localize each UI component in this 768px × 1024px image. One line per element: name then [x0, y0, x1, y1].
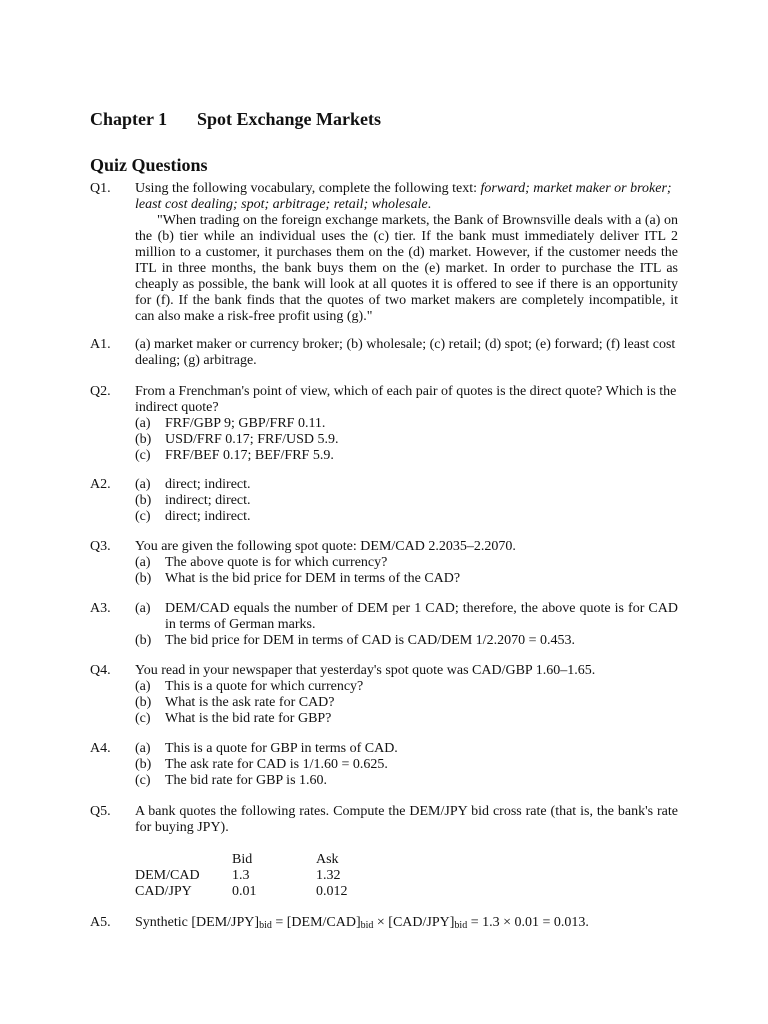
item-text: direct; indirect.: [165, 509, 251, 524]
list-item: [135, 448, 678, 464]
item-text: FRF/BEF 0.17; BEF/FRF 5.9.: [165, 448, 334, 463]
formula-part: = [DEM/CAD]: [271, 915, 361, 930]
item-letter: (c): [135, 773, 151, 788]
item-letter: (a): [135, 601, 151, 616]
vocab-list: forward; market maker or broker; least cost dealing; spot; arbitrage; retail; wholesale: [135, 181, 672, 212]
table-row: [135, 884, 348, 900]
item-text: indirect; direct.: [165, 493, 251, 508]
list-item: [135, 695, 678, 711]
item-letter: (a): [135, 679, 151, 694]
list-item: [135, 555, 678, 571]
question-body: [135, 181, 678, 325]
chapter-number: Chapter 1: [90, 109, 168, 129]
question-body: [135, 539, 678, 587]
list-item: [135, 477, 678, 493]
answer-label: A3.: [90, 601, 111, 616]
list-item: [135, 757, 678, 773]
list-item: [135, 432, 678, 448]
item-text: direct; indirect.: [165, 477, 251, 492]
table-cell: DEM/CAD: [135, 868, 200, 883]
question-label: Q4.: [90, 663, 111, 678]
question-text: You are given the following spot quote: DEM/CAD 2.2035–2.2070.: [135, 539, 516, 554]
list-item: [135, 711, 678, 727]
intro-text: Using the following vocabulary, complete the following text:: [135, 181, 478, 196]
question-text: A bank quotes the following rates. Compute the DEM/JPY bid cross rate (that is, the bank's rate for buying JPY).: [135, 804, 678, 835]
answer-4: [90, 741, 678, 789]
answer-formula: [135, 915, 678, 931]
formula-part: = 1.3 × 0.01 = 0.013.: [467, 915, 589, 930]
formula-part: × [CAD/JPY]: [373, 915, 455, 930]
item-text: This is a quote for GBP in terms of CAD.: [165, 741, 398, 756]
item-letter: (a): [135, 741, 151, 756]
list-item: [135, 416, 678, 432]
formula-subscript: bid: [259, 920, 272, 931]
item-text: What is the ask rate for CAD?: [165, 695, 335, 710]
answer-label: A5.: [90, 915, 111, 930]
item-text: The bid price for DEM in terms of CAD is CAD/DEM 1/2.2070 = 0.453.: [165, 633, 575, 648]
question-1: [90, 181, 678, 325]
table-header-row: [135, 852, 348, 868]
question-body: [135, 384, 678, 464]
question-3: [90, 539, 678, 587]
answer-label: A4.: [90, 741, 111, 756]
question-5: [90, 804, 678, 900]
chapter-heading: [90, 111, 381, 127]
item-text: DEM/CAD equals the number of DEM per 1 CAD; therefore, the above quote is for CAD in terms of German marks.: [165, 601, 678, 632]
item-text: The bid rate for GBP is 1.60.: [165, 773, 328, 788]
question-4: [90, 663, 678, 727]
question-text: You read in your newspaper that yesterday's spot quote was CAD/GBP 1.60–1.65.: [135, 663, 596, 678]
item-letter: (b): [135, 571, 152, 586]
rates-table: [135, 852, 348, 900]
question-passage: "When trading on the foreign exchange markets, the Bank of Brownsville deals with a (a) on the (b) tier while an individual uses the (c) tier. If the bank must immediately deliver ITL 2 million to a customer, it purchases them on the (d) market. However, if the customer needs the ITL in three months, the bank buys them on the (e) market. In order to purchase the ITL as cheaply as possible, the bank will look at all quotes it is offered to see if there is an opportunity for (f). If the bank finds that the quotes of two market makers are completely incompatible, it can also make a risk-free profit using (g).": [135, 213, 678, 324]
question-label: Q2.: [90, 384, 111, 399]
question-label: Q5.: [90, 804, 111, 819]
item-letter: (b): [135, 493, 152, 508]
table-cell: CAD/JPY: [135, 884, 192, 899]
list-item: [135, 633, 678, 649]
list-item: [135, 601, 678, 633]
item-letter: (c): [135, 448, 151, 463]
item-letter: (b): [135, 633, 152, 648]
answer-body: [135, 741, 678, 789]
table-cell: 1.3: [232, 868, 250, 883]
item-letter: (b): [135, 757, 152, 772]
item-letter: (a): [135, 477, 151, 492]
answer-body: [135, 601, 678, 649]
item-text: What is the bid price for DEM in terms of the CAD?: [165, 571, 461, 586]
table-row: [135, 868, 348, 884]
question-2: [90, 384, 678, 464]
answer-3: [90, 601, 678, 649]
formula-subscript: bid: [454, 920, 468, 931]
item-letter: (b): [135, 695, 152, 710]
item-letter: (b): [135, 432, 152, 447]
list-item: [135, 571, 678, 587]
formula-part: Synthetic [DEM/JPY]: [135, 915, 260, 930]
question-text: From a Frenchman's point of view, which of each pair of quotes is the direct quote? Which is the indirect quote?: [135, 384, 677, 415]
answer-1: [90, 337, 678, 369]
question-intro: [135, 181, 678, 213]
list-item: [135, 509, 678, 525]
table-header: [135, 852, 232, 868]
answer-body: [135, 477, 678, 525]
list-item: [135, 773, 678, 789]
list-item: [135, 741, 678, 757]
item-text: USD/FRF 0.17; FRF/USD 5.9.: [165, 432, 339, 447]
item-text: The above quote is for which currency?: [165, 555, 388, 570]
question-label: Q3.: [90, 539, 111, 554]
list-item: [135, 493, 678, 509]
item-text: FRF/GBP 9; GBP/FRF 0.11.: [165, 416, 326, 431]
table-cell: 0.012: [316, 884, 348, 899]
table-cell: 1.32: [316, 868, 341, 883]
item-letter: (c): [135, 509, 151, 524]
section-title: Quiz Questions: [90, 155, 208, 175]
chapter-title: Spot Exchange Markets: [197, 109, 381, 129]
item-text: The ask rate for CAD is 1/1.60 = 0.625.: [165, 757, 388, 772]
list-item: [135, 679, 678, 695]
vocab-end: .: [427, 197, 432, 212]
item-text: This is a quote for which currency?: [165, 679, 364, 694]
item-text: What is the bid rate for GBP?: [165, 711, 332, 726]
question-label: Q1.: [90, 181, 111, 196]
answer-text: (a) market maker or currency broker; (b) wholesale; (c) retail; (d) spot; (e) forward; (f) least cost dealing; (g) arbitrage.: [135, 337, 676, 368]
answer-5: [90, 915, 678, 931]
item-letter: (a): [135, 555, 151, 570]
table-header: Bid: [232, 852, 253, 867]
item-letter: (c): [135, 711, 151, 726]
table-cell: 0.01: [232, 884, 257, 899]
question-body: [135, 663, 678, 727]
item-letter: (a): [135, 416, 151, 431]
table-header: Ask: [316, 852, 339, 867]
answer-label: A2.: [90, 477, 111, 492]
rates-table-wrap: [135, 852, 678, 900]
answer-label: A1.: [90, 337, 111, 352]
formula-subscript: bid: [360, 920, 374, 931]
answer-2: [90, 477, 678, 525]
